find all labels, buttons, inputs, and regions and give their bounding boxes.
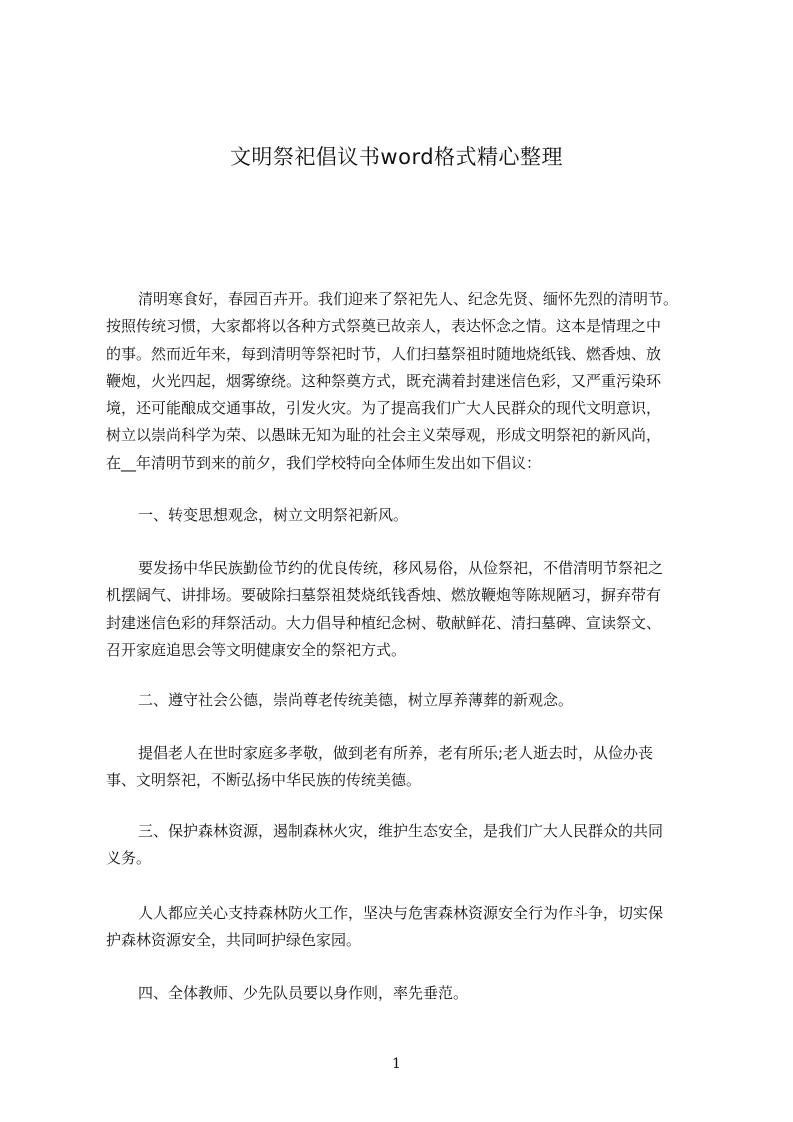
- text-line: 要发扬中华民族勤俭节约的优良传统，移风易俗，从俭祭祀，不借清明节祭祀之: [138, 559, 664, 577]
- section-heading-2: [106, 687, 722, 714]
- document-title: 文明祭祀倡议书word格式精心整理: [229, 145, 564, 169]
- text-line: 二、遵守社会公德，崇尚尊老传统美德，树立厚养薄葬的新观念。: [138, 691, 574, 709]
- text-line: 境，还可能酿成交通事故，引发火灾。为了提高我们广大人民群众的现代文明意识，: [106, 399, 662, 418]
- page-number: 1: [392, 1056, 401, 1072]
- text-line: 义务。: [106, 849, 152, 868]
- text-line: 护森林资源安全，共同呵护绿色家园。: [106, 931, 362, 950]
- text-line: 的事。然而近年来，每到清明等祭祀时节，人们扫墓祭祖时随地烧纸钱、燃香烛、放: [106, 344, 662, 363]
- text-line: 清明寒食好，春园百卉开。我们迎来了祭祀先人、纪念先贤、缅怀先烈的清明节。: [138, 290, 679, 308]
- paragraph-section-1: [106, 555, 722, 664]
- text-line: 提倡老人在世时家庭多孝敬，做到老有所养，老有所乐;老人逝去时，从俭办丧: [138, 744, 654, 762]
- section-heading-4: [106, 980, 722, 1007]
- text-line: 一、转变思想观念，树立文明祭祀新风。: [138, 506, 409, 524]
- paragraph-section-2: [106, 740, 722, 795]
- text-line: 四、全体教师、少先队员要以身作则，率先垂范。: [138, 984, 469, 1002]
- text-line: 机摆阔气、讲排场。要破除扫墓祭祖焚烧纸钱香烛、燃放鞭炮等陈规陋习，摒弃带有: [106, 586, 662, 605]
- text-line: 鞭炮，火光四起，烟雾缭绕。这种祭奠方式，既充满着封建迷信色彩，又严重污染环: [106, 371, 662, 390]
- paragraph-intro: [106, 286, 722, 477]
- text-line: 召开家庭追思会等文明健康安全的祭祀方式。: [106, 640, 407, 659]
- paragraph-section-3: [106, 900, 722, 955]
- text-line: 人人都应关心支持森林防火工作，坚决与危害森林资源安全行为作斗争，切实保: [138, 904, 664, 922]
- text-line: 按照传统习惯，大家都将以各种方式祭奠已故亲人，表达怀念之情。这本是情理之中: [106, 317, 662, 336]
- text-line: 封建迷信色彩的拜祭活动。大力倡导种植纪念树、敬献鲜花、清扫墓碑、宣读祭文、: [106, 613, 662, 632]
- section-heading-1: [106, 502, 722, 529]
- text-line: 树立以崇尚科学为荣、以愚昧无知为耻的社会主义荣辱观，形成文明祭祀的新风尚，: [106, 426, 662, 445]
- text-line: 在__年清明节到来的前夕，我们学校特向全体师生发出如下倡议：: [106, 453, 542, 472]
- section-heading-3: [106, 818, 722, 873]
- text-line: 事、文明祭祀，不断弘扬中华民族的传统美德。: [106, 771, 422, 790]
- text-line: 三、保护森林资源，遏制森林火灾，维护生态安全，是我们广大人民群众的共同: [138, 822, 664, 840]
